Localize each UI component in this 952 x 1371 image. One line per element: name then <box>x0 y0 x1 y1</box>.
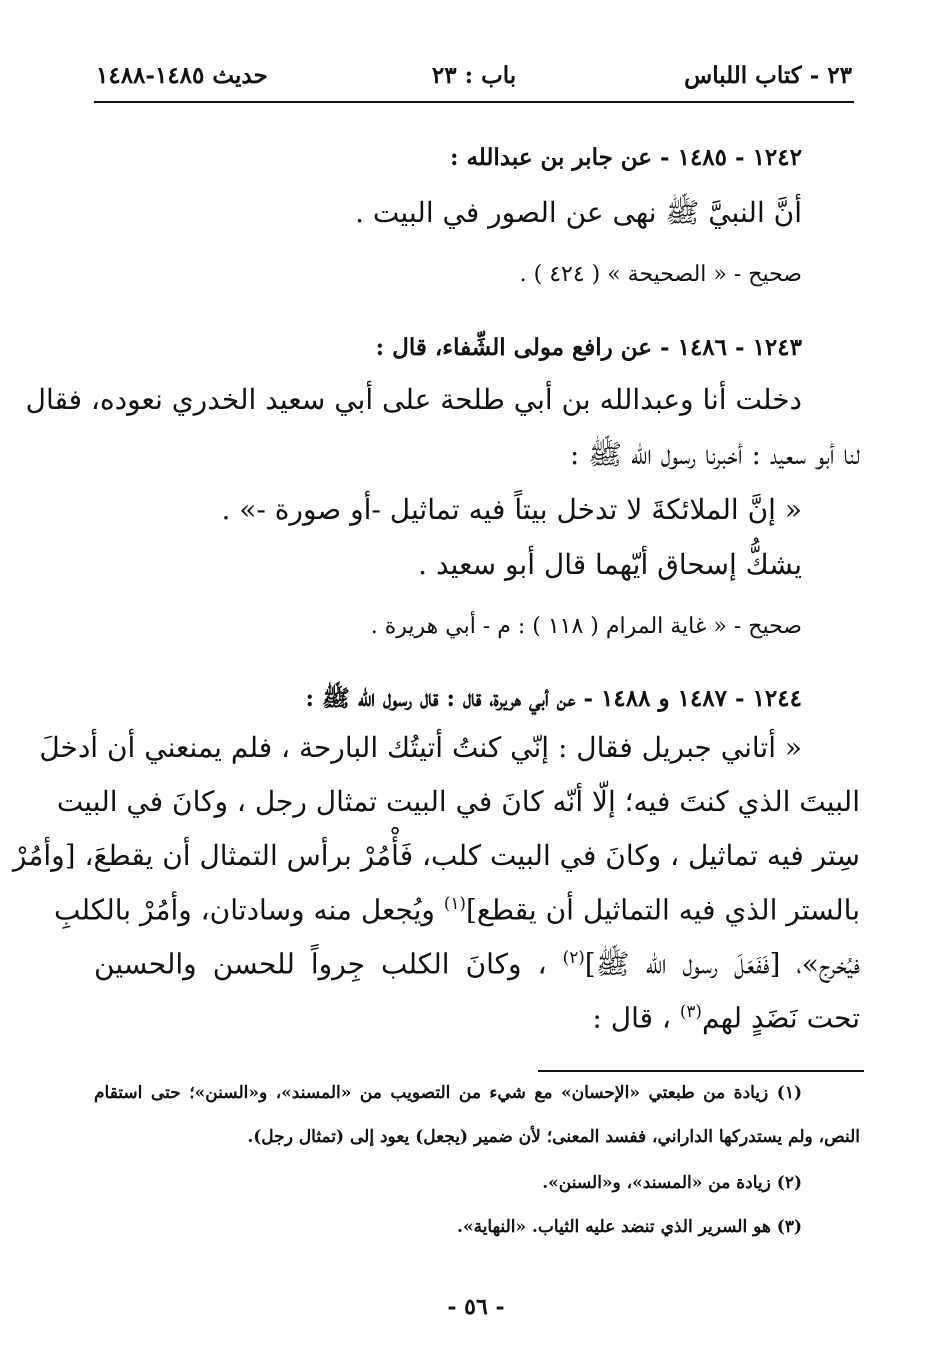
header-divider <box>94 101 854 103</box>
footnote-divider <box>538 1070 864 1072</box>
hadith-text-line: سِتر فيه تماثيل ، وكانَ في البيت كلب، فَأْمُرْ برأس التمثال أن يقطعَ، [وأمُرْ <box>12 839 860 872</box>
hadith-text-line: « أتاني جبريل فقال : إنّي كنتُ أتيتُك البارحة ، فلم يمنعني أن أدخلَ <box>39 731 802 764</box>
footnote-marker: (٣) <box>679 1001 702 1021</box>
hadith-text-segment: تحت نَضَدٍ لهم <box>701 1001 860 1035</box>
hadith-text-line: « إنَّ الملائكةَ لا تدخل بيتاً فيه تماثيل -أو صورة -» . <box>221 493 802 526</box>
hadith-text-segment: ، قال : <box>592 1001 671 1035</box>
footnote-line: النص، ولم يستدركها الداراني، ففسد المعنى؛ لأن ضمير (يجعل) يعود إلى (تمثال رجل). <box>247 1127 860 1147</box>
running-header <box>96 62 852 98</box>
footnote-marker: (١) <box>443 893 466 913</box>
hadith-grade: صحيح - « غاية المرام ( ١١٨ ) : م - أبي هريرة . <box>370 614 802 639</box>
hadith-text-line: البيتَ الذي كنتَ فيه؛ إلّا أنّه كانَ في البيت تمثال رجل ، وكانَ في البيت <box>56 785 860 818</box>
hadith-heading: ١٢٤٣ - ١٤٨٦ - عن رافع مولى الشِّفاء، قال : <box>375 334 802 361</box>
hadith-text-segment: بالستر الذي فيه التماثيل أن يقطع] <box>465 893 860 927</box>
footnote-marker: (٢) <box>562 947 585 967</box>
page-number: - ٥٦ - <box>447 1294 505 1320</box>
hadith-text-line: دخلت أنا وعبدالله بن أبي طلحة على أبي سعيد الخدري نعوده، فقال <box>25 383 802 416</box>
hadith-text-segment: ويُجعل منه وسادتان، وأمُرْ بالكلبِ <box>54 893 435 927</box>
hadith-text-line: أنَّ النبيَّ ﷺ نهى عن الصور في البيت . <box>355 196 802 229</box>
hadith-text-line <box>94 947 860 987</box>
hadith-grade: صحيح - « الصحيحة » ( ٤٢٤ ) . <box>519 262 802 287</box>
hadith-text-segment: فيُخرج»، [فَفَعَلَ رسول الله ﷺ] <box>584 947 860 981</box>
hadith-text-line: لنا أبو سعيد : أخبرنا رسول الله ﷺ : <box>569 438 860 471</box>
footnote-line: (٣) هو السرير الذي تنضد عليه الثياب. «النهاية». <box>457 1217 802 1237</box>
hadith-text-line: يشكُّ إسحاق أيّهما قال أبو سعيد . <box>418 548 802 581</box>
hadith-heading: ١٢٤٤ - ١٤٨٧ و ١٤٨٨ - عن أبي هريرة، قال : قال رسول الله ﷺ : <box>305 685 802 712</box>
chapter-title: ٢٣ - كتاب اللباس <box>684 62 852 89</box>
hadith-text-line <box>592 1001 860 1034</box>
section-title: باب : ٢٣ <box>431 62 517 89</box>
hadith-heading: ١٢٤٢ - ١٤٨٥ - عن جابر بن عبدالله : <box>449 144 802 171</box>
hadith-text-line <box>54 893 860 927</box>
hadith-range: حديث ١٤٨٥-١٤٨٨ <box>96 62 268 89</box>
hadith-text-segment: ، وكانَ الكلب جِرواً للحسن والحسين <box>94 947 547 981</box>
footnote-line: (١) زيادة من طبعتي «الإحسان» مع شيء من التصويب من «المسند»، و«السنن»؛ حتى استقام <box>94 1083 802 1103</box>
footnote-line: (٢) زيادة من «المسند»، و«السنن». <box>542 1173 802 1193</box>
